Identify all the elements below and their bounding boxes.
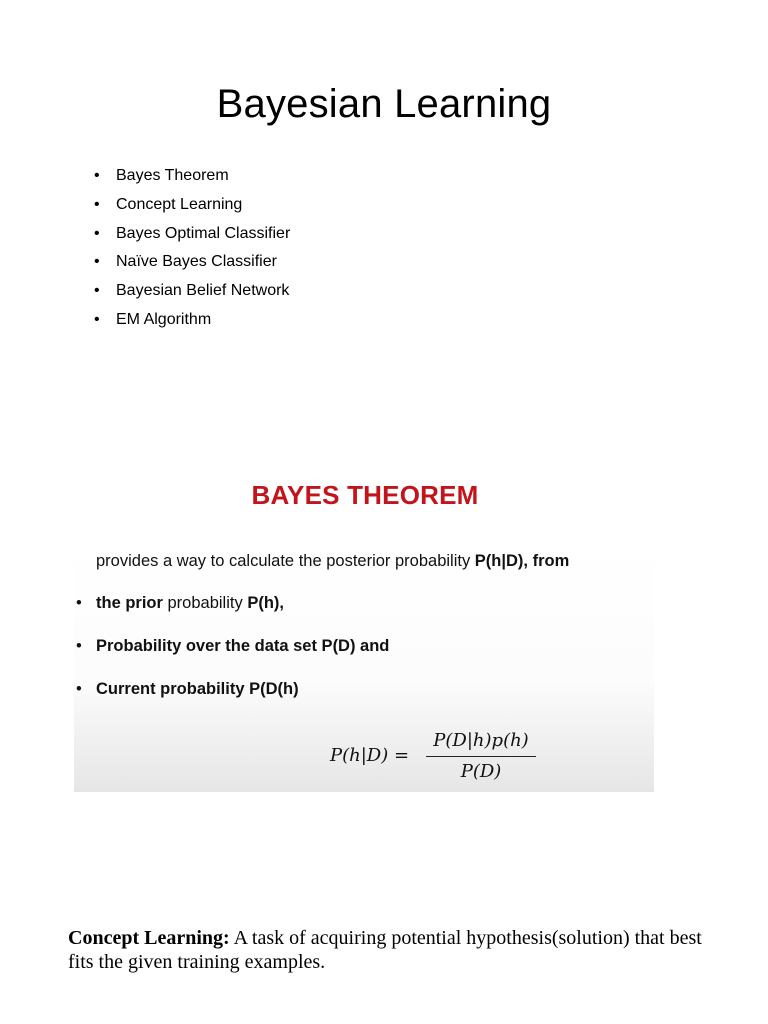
list-item: [74, 594, 389, 637]
formula-lhs: P(h|D) =: [330, 745, 410, 766]
bullet-icon: •: [76, 637, 82, 655]
bayes-intro-bold: P(h|D), from: [474, 552, 570, 570]
concept-term: Concept Learning:: [68, 927, 230, 949]
bullet-icon: •: [94, 224, 100, 242]
bullet-icon: •: [94, 195, 100, 213]
bullet-icon: •: [76, 680, 82, 698]
list-item: [74, 680, 389, 723]
point-normal: probability: [162, 594, 248, 612]
formula-fraction: [426, 728, 536, 785]
list-item: [94, 222, 290, 251]
list-item: [94, 193, 290, 222]
list-item: [74, 637, 389, 680]
bullet-icon: •: [94, 167, 100, 184]
bullet-icon: •: [94, 282, 100, 300]
bullet-icon: •: [76, 594, 82, 612]
list-item-label: EM Algorithm: [116, 310, 212, 328]
list-item: [94, 164, 290, 193]
fraction-bar: [426, 756, 536, 757]
list-item-label: Bayesian Belief Network: [116, 282, 290, 300]
bayes-point-list: [74, 594, 389, 723]
concept-learning-definition: [68, 926, 718, 974]
point-bold-a: Probability over the data set P(D) and: [96, 637, 390, 655]
concept-definition: A task of acquiring potential hypothesis(solution) that best fits the given training examples.: [68, 927, 702, 973]
list-item-label: Concept Learning: [116, 195, 243, 213]
bayes-theorem-panel: [74, 542, 654, 792]
bullet-icon: •: [94, 253, 100, 271]
topic-list: [94, 164, 290, 337]
list-item-label: Bayes Optimal Classifier: [116, 224, 291, 242]
formula-denominator: P(D): [460, 761, 502, 782]
bayes-formula: [330, 728, 650, 788]
point-bold-a: the prior: [96, 594, 163, 612]
page-title: Bayesian Learning: [216, 82, 552, 126]
bayes-theorem-heading: BAYES THEOREM: [251, 480, 479, 510]
list-item: [94, 279, 290, 308]
formula-numerator: P(D|h)p(h): [433, 730, 529, 751]
list-item-label: Bayes Theorem: [116, 167, 229, 184]
list-item-label: Naïve Bayes Classifier: [116, 253, 277, 271]
bullet-icon: •: [94, 310, 100, 328]
list-item: [94, 250, 290, 279]
point-bold-b: P(h),: [247, 594, 284, 612]
bayes-intro-text: provides a way to calculate the posterior probability: [96, 552, 475, 570]
list-item: [94, 308, 290, 337]
point-bold-a: Current probability P(D(h): [96, 680, 299, 698]
bayes-intro: [96, 552, 569, 571]
